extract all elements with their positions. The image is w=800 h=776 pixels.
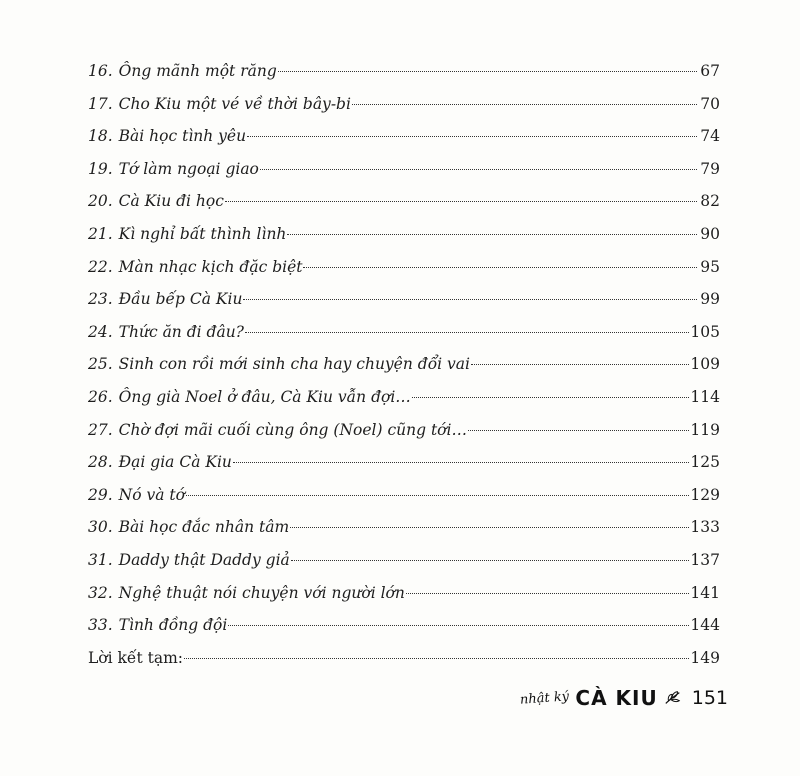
toc-entry [88,185,720,218]
toc-entry-title: Cho Kiu một vé về thời bây-bi [118,94,351,113]
toc-entry-number: 30. [88,518,113,537]
toc-entry-page: 133 [690,518,720,537]
toc-entry-number: 20. [88,192,113,211]
toc-entry-title: Sinh con rồi mới sinh cha hay chuyện đổi vai [118,355,471,374]
toc-entry-number: 31. [88,550,113,569]
toc-entry [88,218,720,251]
toc-entry [88,414,720,447]
toc-entry-number: 29. [88,485,113,504]
dot-leader [287,234,697,235]
dot-leader [186,495,689,496]
brand-logo: CÀ KIU [575,686,658,710]
page-number: 151 [691,687,728,709]
toc-entry-title: Lời kết tạm: [88,648,183,667]
toc-entry-number: 24. [88,322,113,341]
dot-leader [352,104,697,105]
toc-entry [88,283,720,316]
toc-entry-title: Bài học đắc nhân tâm [118,518,290,537]
dot-leader [233,462,690,463]
toc-entry-title: Chờ đợi mãi cuối cùng ông (Noel) cũng tới… [118,420,467,439]
toc-entry-page: 70 [700,94,720,113]
toc-entry [88,609,720,642]
dot-leader [290,527,689,528]
toc-entry-title: Daddy thật Daddy giả [118,550,290,569]
toc-entry-page: 82 [700,192,720,211]
page-footer [520,686,728,710]
dot-leader [225,201,697,202]
toc-entry-title: Nghệ thuật nói chuyện với người lớn [118,583,405,602]
dot-leader [228,625,689,626]
toc-entry-page: 125 [690,453,720,472]
dot-leader [468,430,689,431]
toc-entry-title: Ông mãnh một răng [118,62,277,80]
toc-entry-number: 22. [88,257,113,276]
toc-entry-page: 114 [690,387,720,406]
toc-entry [88,348,720,381]
toc-entry-page: 67 [700,62,720,80]
dot-leader [303,267,697,268]
dot-leader [260,169,697,170]
toc-entry [88,88,720,121]
toc-entry-number: 25. [88,355,113,374]
dot-leader [184,658,689,659]
toc-entry [88,511,720,544]
brand-script-text: nhật ký [519,688,570,708]
toc-entry-number: 26. [88,387,113,406]
toc-entry-number: 33. [88,616,113,635]
toc-entry-page: 137 [690,550,720,569]
toc-entry-page: 119 [690,420,720,439]
toc-entry-page: 74 [700,127,720,146]
toc-entry-page: 149 [690,648,720,667]
toc-entry-title: Cà Kiu đi học [118,192,224,211]
toc-entry-number: 17. [88,94,113,113]
toc-entry-title: Nó và tớ [118,485,185,504]
toc-entry [88,251,720,284]
toc-entry-title: Đại gia Cà Kiu [118,453,232,472]
toc-entry [88,120,720,153]
toc-entry [88,544,720,577]
dot-leader [243,299,697,300]
toc-entry-number: 18. [88,127,113,146]
toc-entry-page: 90 [700,224,720,243]
dot-leader [412,397,690,398]
toc-entry-title: Tình đồng đội [118,616,228,635]
toc-entry-title: Bài học tình yêu [118,127,247,146]
toc-entry-title: Thức ăn đi đâu? [118,322,244,341]
dot-leader [471,364,689,365]
toc-entry-page: 109 [690,355,720,374]
toc-entry [88,381,720,414]
toc-entry [88,479,720,512]
dot-leader [291,560,690,561]
dot-leader [406,593,690,594]
toc-entry-title: Màn nhạc kịch đặc biệt [118,257,303,276]
toc-entry [88,316,720,349]
toc-entry [88,642,720,675]
dot-leader [247,136,697,137]
toc-entry-page: 129 [690,485,720,504]
toc-entry-page: 141 [690,583,720,602]
toc-entry-page: 79 [700,159,720,178]
toc-entry-page: 105 [690,322,720,341]
toc-entry-title: Kì nghỉ bất thình lình [118,224,287,243]
toc-entry-title: Đầu bếp Cà Kiu [118,290,243,309]
dot-leader [278,71,697,72]
toc-entry [88,153,720,186]
toc-entry-number: 19. [88,159,113,178]
toc-entry-number: 28. [88,453,113,472]
dot-leader [245,332,689,333]
toc-entry-number: 23. [88,290,113,309]
toc-entry [88,577,720,610]
toc-entry [88,55,720,88]
toc-entry-number: 32. [88,583,113,602]
toc-entry-number: 27. [88,420,113,439]
toc-entry-page: 99 [700,290,720,309]
toc-entry [88,446,720,479]
leaf-icon [664,689,682,707]
toc-entry-page: 95 [700,257,720,276]
toc-entry-title: Ông già Noel ở đâu, Cà Kiu vẫn đợi… [118,387,411,406]
toc-entry-page: 144 [690,616,720,635]
toc-entry-number: 16. [88,62,113,80]
toc-entry-number: 21. [88,224,113,243]
toc-entry-title: Tớ làm ngoại giao [118,159,259,178]
table-of-contents [88,55,720,674]
